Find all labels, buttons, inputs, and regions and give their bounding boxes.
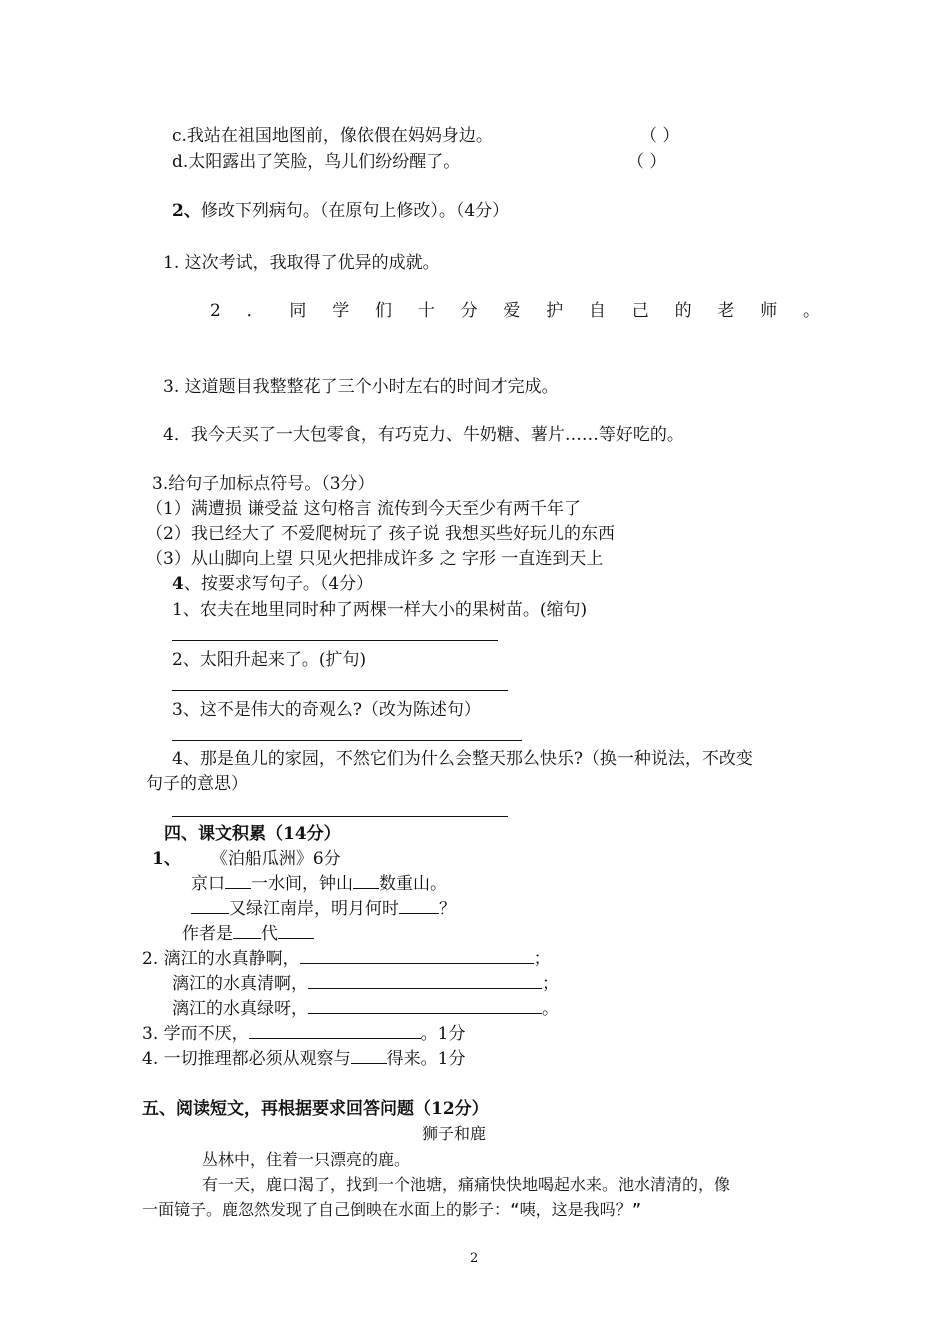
spread-char: 己 [631, 301, 649, 321]
part4-q1-number: 1、 [152, 849, 181, 869]
rewrite-item-1: 1、农夫在地里同时种了两棵一样大小的果树苗。(缩句) [172, 600, 588, 620]
part4-q2-line-3 [172, 999, 559, 1019]
blank[interactable] [308, 1012, 542, 1014]
part4-q4 [142, 1049, 465, 1069]
author-line [182, 924, 314, 944]
spread-char: 爱 [503, 301, 521, 321]
rewrite-item-3: 3、这不是伟大的奇观么?（改为陈述句） [172, 700, 481, 720]
part-4-title: 四、课文积累（14分） [164, 824, 341, 844]
story-paragraph-2a: 有一天，鹿口渴了，找到一个池塘，痛痛快快地喝起水来。池水清清的，像 [202, 1175, 731, 1194]
spread-char: 2 [210, 301, 221, 321]
q2-punct: ； [533, 949, 551, 969]
rewrite-item-2: 2、太阳升起来了。(扩句) [172, 650, 367, 670]
item-d-answer-paren[interactable]: （ ） [627, 152, 667, 172]
section-4-heading [172, 574, 373, 594]
section-4-title: 、按要求写句子。（4分） [183, 574, 374, 594]
q3-score: 。1分 [420, 1024, 466, 1044]
spread-char: 十 [417, 301, 435, 321]
q2-text: 漓江的水真清啊， [172, 974, 308, 994]
section-2-title: 修改下列病句。（在原句上修改）。（4分） [200, 201, 510, 221]
blank[interactable] [399, 912, 439, 914]
q4-text: 4. 一切推理都必须从观察与 [142, 1049, 351, 1069]
spread-char: ． [246, 301, 264, 321]
page-number: 2 [470, 1251, 479, 1266]
part4-q1-heading [152, 849, 341, 869]
spread-char: 学 [332, 301, 350, 321]
spread-char: 老 [717, 301, 735, 321]
poem-text: 又绿江南岸，明月何时 [229, 899, 399, 919]
q2-text: 漓江的水真绿呀， [172, 999, 308, 1019]
blank[interactable] [191, 912, 229, 914]
story-paragraph-1: 丛林中，住着一只漂亮的鹿。 [202, 1150, 411, 1169]
spread-char: 同 [289, 301, 307, 321]
author-dynasty-label: 代 [261, 924, 278, 944]
answer-line-3[interactable] [172, 740, 522, 741]
q2-text: 2. 漓江的水真静啊， [142, 949, 300, 969]
blank[interactable] [300, 962, 534, 964]
story-title: 狮子和鹿 [422, 1124, 487, 1143]
rewrite-item-4-cont: 句子的意思） [146, 774, 248, 794]
punctuation-item-2: （2）我已经大了 不爱爬树玩了 孩子说 我想买些好玩儿的东西 [146, 524, 616, 544]
part4-q2-line-1 [142, 949, 551, 969]
q2-punct: 。 [542, 999, 559, 1019]
spread-char: 师 [760, 301, 778, 321]
spread-char: 自 [589, 301, 606, 321]
blank[interactable] [308, 987, 542, 989]
spread-char: 的 [674, 301, 692, 321]
item-c-answer-paren[interactable]: （ ） [640, 126, 680, 146]
poem-line-1 [191, 874, 447, 894]
section-4-number: 4 [172, 574, 184, 594]
poem-text: 一水间，钟山 [251, 874, 353, 894]
answer-line-1[interactable] [172, 640, 498, 641]
answer-line-4[interactable] [172, 816, 508, 817]
q4-score: 得来。1分 [386, 1049, 466, 1069]
fix-sentence-4: 4．我今天买了一大包零食，有巧克力、牛奶糖、薯片……等好吃的。 [163, 425, 684, 445]
poem-text: 数重山。 [379, 874, 447, 894]
spread-char: 。 [802, 301, 820, 321]
fix-sentence-2 [210, 301, 820, 321]
poem-line-2 [191, 899, 456, 919]
q3-text: 3. 学而不厌， [142, 1024, 249, 1044]
spread-char: 们 [375, 301, 393, 321]
fix-sentence-1: 1. 这次考试，我取得了优异的成就。 [163, 253, 440, 273]
story-paragraph-2b: 一面镜子。鹿忽然发现了自己倒映在水面上的影子：“咦，这是我吗？” [142, 1200, 642, 1219]
blank[interactable] [278, 937, 314, 939]
poem-text: ？ [439, 899, 456, 919]
item-c-text: c.我站在祖国地图前，像依偎在妈妈身边。 [172, 126, 493, 146]
punctuation-item-1: （1）满遭损 谦受益 这句格言 流传到今天至少有两千年了 [146, 499, 582, 519]
blank[interactable] [351, 1062, 387, 1064]
blank[interactable] [233, 937, 261, 939]
section-3-title: 3.给句子加标点符号。（3分） [152, 474, 375, 494]
section-2-number: 2、 [172, 201, 201, 221]
blank[interactable] [225, 887, 251, 889]
spread-char: 护 [546, 301, 564, 321]
rewrite-item-4: 4、那是鱼儿的家园，不然它们为什么会整天那么快乐?（换一种说法，不改变 [172, 749, 753, 769]
answer-line-2[interactable] [172, 690, 508, 691]
blank[interactable] [353, 887, 379, 889]
part4-q1-title: 《泊船瓜洲》6分 [210, 849, 341, 869]
fix-sentence-3: 3. 这道题目我整整花了三个小时左右的时间才完成。 [163, 377, 559, 397]
item-d-text: d.太阳露出了笑脸，鸟儿们纷纷醒了。 [172, 152, 461, 172]
part4-q2-line-2 [172, 974, 559, 994]
spread-char: 分 [460, 301, 478, 321]
author-label: 作者是 [182, 924, 233, 944]
blank[interactable] [249, 1037, 421, 1039]
section-2-heading [172, 201, 509, 221]
q2-punct: ； [542, 974, 559, 994]
part-5-title: 五、阅读短文，再根据要求回答问题（12分） [142, 1099, 489, 1119]
part4-q3 [142, 1024, 465, 1044]
poem-text: 京口 [191, 874, 225, 894]
punctuation-item-3: （3）从山脚向上望 只见火把排成许多 之 字形 一直连到天上 [146, 549, 604, 569]
